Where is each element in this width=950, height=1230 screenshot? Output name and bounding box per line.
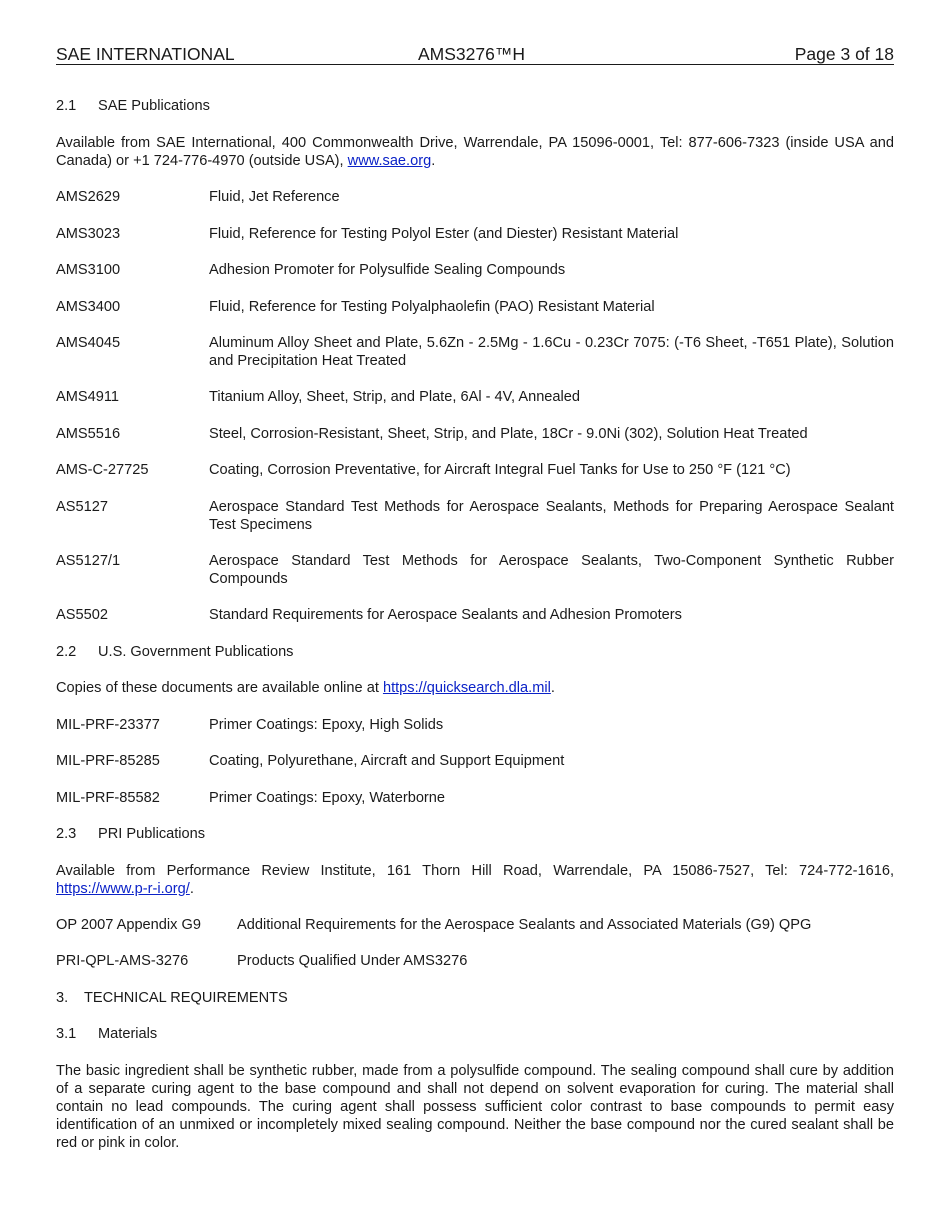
section-2-2-heading: 2.2 U.S. Government Publications	[56, 644, 294, 660]
header-page-number: Page 3 of 18	[794, 44, 894, 64]
section-3-heading: 3. TECHNICAL REQUIREMENTS	[56, 990, 288, 1006]
page-header	[56, 44, 894, 65]
section-2-1-intro: Available from SAE International, 400 Commonwealth Drive, Warrendale, PA 15096-0001, Tel: 877-606-7323 (inside USA and Canada) or +1 724-776-4970 (outside USA), www.sae.org.	[56, 135, 894, 169]
header-organization: SAE INTERNATIONAL	[56, 44, 235, 64]
section-2-3-intro: Available from Performance Review Institute, 161 Thorn Hill Road, Warrendale, PA 15086-7527, Tel: 724-772-1616, https://www.p-r-i.org/.	[56, 863, 894, 897]
dla-quicksearch-link[interactable]: https://quicksearch.dla.mil	[382, 680, 551, 696]
section-3-1-paragraph: The basic ingredient shall be synthetic rubber, made from a polysulfide compound. The sealing compound shall cure by addition of a separate curing agent to the base compound and shall not depend on solvent evaporation for curing. The material shall contain no lead compounds. The curing agent shall possess sufficient color contrast to base compounds to permit easy identification of an unmixed or incompletely mixed sealing compound. Neither the base compound nor the cured sealant shall be red or pink in color.	[56, 1063, 894, 1151]
section-2-3-heading: 2.3 PRI Publications	[56, 826, 206, 842]
header-document-id: AMS3276™H	[418, 44, 525, 64]
section-2-2-intro: Copies of these documents are available online at https://quicksearch.dla.mil.	[56, 680, 555, 696]
pri-website-link[interactable]: https://www.p-r-i.org/	[56, 881, 190, 897]
sae-website-link[interactable]: www.sae.org	[347, 153, 432, 169]
section-2-1-heading: 2.1 SAE Publications	[56, 98, 210, 114]
section-3-1-heading: 3.1 Materials	[56, 1026, 158, 1042]
